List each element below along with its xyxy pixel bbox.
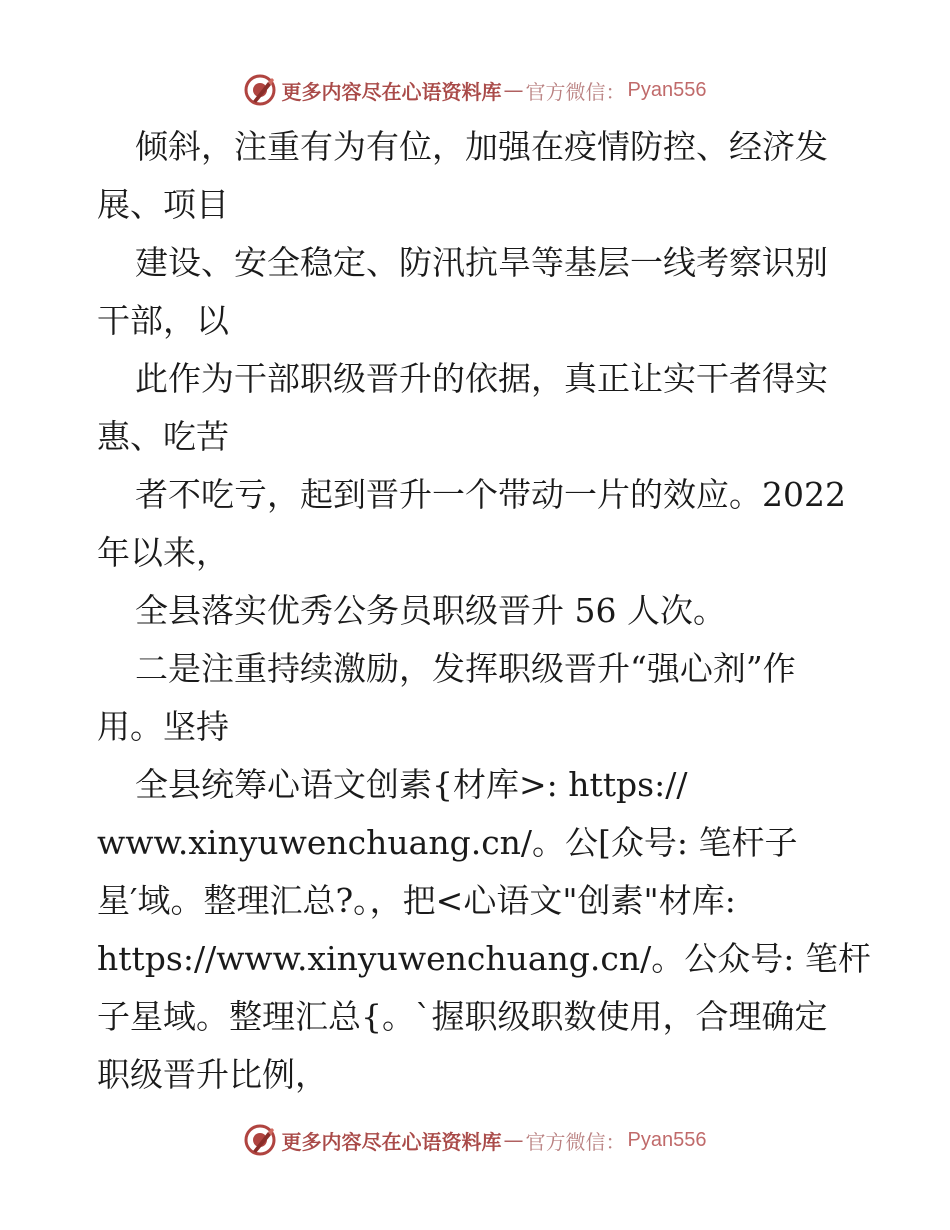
text-line: 建设、安全稳定、防汛抗旱等基层一线考察识别 xyxy=(135,243,828,282)
text-line: 职级晋升比例， xyxy=(97,1055,328,1094)
footer-banner xyxy=(0,1120,950,1160)
text-line: 展、项目 xyxy=(97,185,229,224)
banner-wechat-id: Pyan556 xyxy=(627,1128,707,1151)
text-line: 星′域。整理汇总?。，把<心语文"创素"材库: xyxy=(97,881,736,920)
banner-slogan: 更多内容尽在心语资料库 xyxy=(281,79,502,104)
text-line: 倾斜，注重有为有位，加强在疫情防控、经济发 xyxy=(135,127,828,166)
header-banner xyxy=(0,70,950,110)
text-line: 全县统筹心语文创素{材库>: https:// xyxy=(135,765,688,804)
text-line: 者不吃亏，起到晋升一个带动一片的效应。2022 xyxy=(135,475,846,514)
text-line: 年以来， xyxy=(97,533,229,572)
text-line: 用。坚持 xyxy=(97,707,229,746)
body-text xyxy=(97,118,871,1104)
text-line: 干部，以 xyxy=(97,301,229,340)
text-line: 全县落实优秀公务员职级晋升 56 人次。 xyxy=(135,591,726,630)
pen-logo-icon xyxy=(244,1124,276,1156)
text-line: 二是注重持续激励，发挥职级晋升“强心剂”作 xyxy=(135,649,796,688)
text-line: 惠、吃苦 xyxy=(97,417,229,456)
banner-wechat-id: Pyan556 xyxy=(627,78,707,101)
text-line: 此作为干部职级晋升的依据，真正让实干者得实 xyxy=(135,359,828,398)
banner-wechat-label: 官方微信： xyxy=(525,1129,626,1154)
banner-wechat-label: 官方微信： xyxy=(525,79,626,104)
text-line: www.xinyuwenchuang.cn/。公[众号: 笔杆子 xyxy=(97,823,798,862)
banner-slogan: 更多内容尽在心语资料库 xyxy=(281,1129,502,1154)
pen-logo-icon xyxy=(244,74,276,106)
text-line: 子星域。整理汇总{。`握职级职数使用，合理确定 xyxy=(97,997,828,1036)
text-line: https://www.xinyuwenchuang.cn/。公众号: 笔杆 xyxy=(97,939,871,978)
banner-dash: — xyxy=(503,78,524,102)
banner-dash: — xyxy=(503,1128,524,1152)
